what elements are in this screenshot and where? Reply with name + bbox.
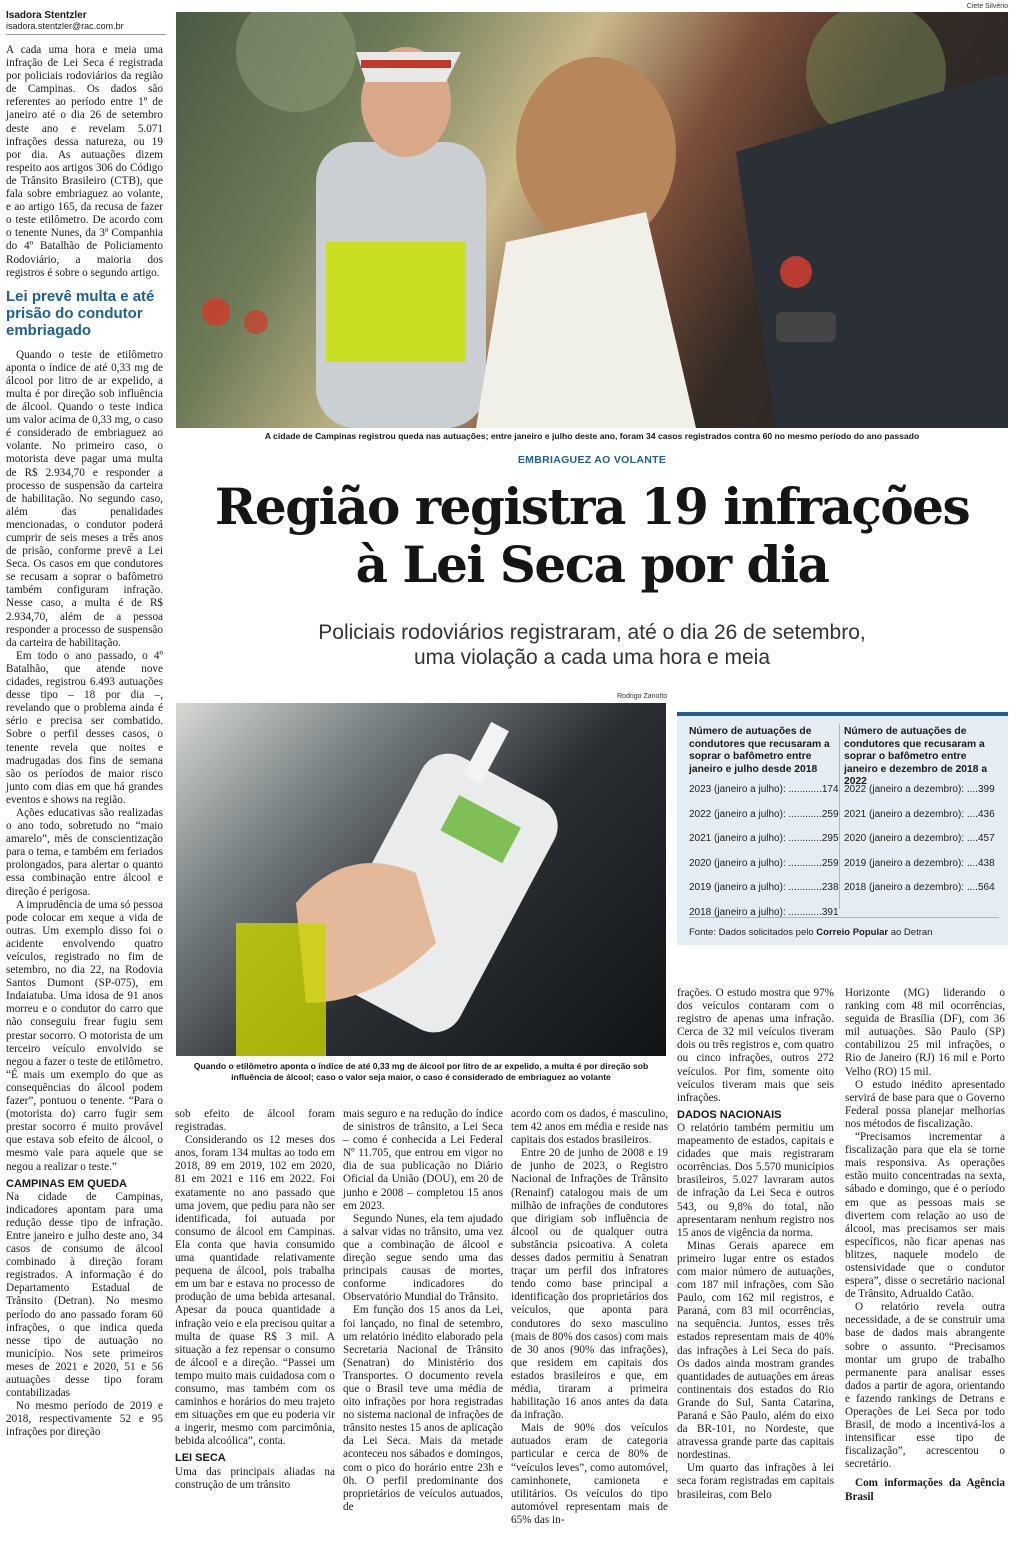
table-row: 2018 (janeiro a julho): ............391 <box>689 906 839 918</box>
table-row: 2022 (janeiro a dezembro): ....399 <box>844 784 995 795</box>
police-breathalyzer-photo <box>176 12 1008 428</box>
photo-credit-top: Ciete Silvério <box>966 3 1008 10</box>
column-2 <box>175 1108 335 1492</box>
photo2-caption: Quando o etilômetro aponta o índice de até 0,33 mg de álcool por litro de ar expelido, a multa é por direção sob influência de álcool; caso o valor seja maior, o caso é considerado de embriaguez ao volante <box>193 1061 649 1082</box>
panel-divider <box>839 724 840 909</box>
body-paragraph: O relatório revela outra necessidade, a de se construir uma base de dados mais abrangente sobre o assunto. “Precisamos montar um grupo de trabalho permanente para analisar esses dados a partir de agora, orientando e fazendo rankings de Detrans e Operações de Lei Seca por todo Brasil, de modo a incentivá-los a intensificar esse tipo de fiscalização”, acrescentou o secretário. <box>845 1301 1005 1471</box>
body-paragraph: No mesmo período de 2019 e 2018, respectivamente 52 e 95 infrações por direção <box>6 1400 163 1439</box>
body-paragraph: Em todo o ano passado, o 4º Batalhão, que atende nove cidades, registrou 6.493 autuações desse tipo – 18 por dia –, revelando que o problema ainda é sério e precisa ser combatido. Sobre o perfil desses casos, o tenente revela que noites e madrugadas dos fins de semana são os períodos de maior risco junto com dias em que há grandes eventos e shows na região. <box>6 649 163 806</box>
body-paragraph: “Precisamos incrementar a fiscalização para que ela se torne mais responsiva. As operações estão muito concentradas na sexta, sábado e domingo, que é o período em que as pessoas mais se divertem com relação ao uso de álcool, mas precisamos ser mais específicos, não ficar apenas nas blitzes, naquele modelo de ostensividade que o condutor espera”, disse o secretário nacional de Trânsito, Adrualdo Catão. <box>845 1131 1005 1301</box>
table-row: 2021 (janeiro a dezembro): ....436 <box>844 808 995 820</box>
table-source: Fonte: Dados solicitados pelo Correio Popular ao Detran <box>689 927 933 938</box>
column-4 <box>511 1108 668 1527</box>
table-row: 2019 (janeiro a julho): ............238 <box>689 882 839 893</box>
headline <box>176 478 1008 594</box>
right-table-heading: Número de autuações de condutores que recusaram a soprar o bafômetro entre janeiro e dezembro de 2018 a 2022 <box>844 726 988 787</box>
left-table-heading: Número de autuações de condutores que recusaram a soprar o bafômetro entre janeiro e julho desde 2018 <box>689 726 830 775</box>
body-paragraph: Considerando os 12 meses dos anos, foram 134 multas ao todo em 2018, 89 em 2019, 102 em 2020, 81 em 2021 e 116 em 2022. Foi exatamente no ano passado que uma jovem, que pediu para não ser identificada, foi autuada por consumo de álcool em Campinas. Ela conta que havia consumido uma quantidade relativamente pequena de álcool, pois trabalha em um bar e estava no processo de produção de uma bebida artesanal. Apesar da pouca quantidade a infração veio e ela precisou quitar a multa de quase R$ 3 mil. A situação a fez repensar o consumo de álcool e a direção. “Passei um tempo muito mais cuidadosa com o consumo, mas também com os caminhos e horários do meu trajeto em situações em que eu poderia vir a ingerir, mesmo com parcimônia, bebida alcoólica”, conta. <box>175 1134 335 1448</box>
column-3 <box>343 1108 503 1514</box>
deck-line-2: uma violação a cada uma hora e meia <box>413 646 771 669</box>
headline-line-2: à Lei Seca por dia <box>355 535 829 594</box>
body-paragraph: O relatório também permitiu um mapeamento de estados, capitais e cidades que mais registraram ocorrências. Dos 5.570 municípios brasileiros, 5.027 lavraram autos de infração da Lei Seca e outros 543, ou 9,8% do total, não apresentaram nenhum registro nos 15 anos de vigência da norma. <box>677 1121 834 1239</box>
byline-email[interactable]: isadora.stentzler@rac.com.br <box>6 21 124 31</box>
top-photo-caption: A cidade de Campinas registrou queda nas autuações; entre janeiro e julho deste ano, foram 34 casos registrados contra 60 no mesmo período do ano passado <box>264 431 920 441</box>
table-row: 2023 (janeiro a julho): ............174 <box>689 784 839 795</box>
table-row: 2020 (janeiro a julho): ............259 <box>689 857 839 869</box>
body-paragraph: acordo com os dados, é masculino, tem 42 anos em média e reside nas capitais dos estados brasileiros. <box>511 1108 668 1147</box>
body-paragraph: Mais de 90% dos veículos autuados eram de categoria particular e cerca de 80% de “veículos leves”, como automóvel, caminhonete, camioneta e utilitários. Os veículos do tipo automóvel representam mais de 65% das in- <box>511 1422 668 1526</box>
body-paragraph: Um quarto das infrações à lei seca foram registradas em capitais brasileiras, com Belo <box>677 1462 834 1501</box>
body-paragraph: Em função dos 15 anos da Lei, foi lançado, no final de setembro, um relatório inédito elaborado pela Secretaria Nacional de Trânsito (Senatran) do Ministério dos Transportes. O documento revela que o Brasil teve uma média de oito infrações por hora registradas no sistema nacional de infrações de trânsito nestes 15 anos de aplicação da Lei Seca. Mais da metade aconteceu nos sábados e domingos, com o pico do horário entre 23h e 0h. O perfil predominante dos proprietários de veículos autuados, de <box>343 1304 503 1513</box>
body-paragraph: Segundo Nunes, ela tem ajudado a salvar vidas no trânsito, uma vez que a combinação de álcool e direção segue sendo uma das principais causas de mortes, conforme indicadores do Observatório Mundial do Trânsito. <box>343 1212 503 1304</box>
table-row: 2021 (janeiro a julho): ............295 <box>689 833 839 844</box>
column-5 <box>677 987 834 1502</box>
table-row: 2018 (janeiro a dezembro): ....564 <box>844 882 995 893</box>
column-6 <box>845 987 1005 1504</box>
body-paragraph: Na cidade de Campinas, indicadores apontam para uma redução desse tipo de infração. Entre janeiro e julho deste ano, 34 casos de consumo de álcool combinado à direção foram registrados. A informação é do Departamento Estadual de Trânsito (Detran). No mesmo período do ano passado foram 60 infrações, o que indica queda nesse tipo de autuação no município. Nos sete primeiros meses de 2021 e 2020, 51 e 56 autuações desse tipo foram contabilizadas <box>6 1190 163 1400</box>
section-heading: DADOS NACIONAIS <box>677 1108 782 1121</box>
body-paragraph: Minas Gerais aparece em primeiro lugar entre os estados com maior número de autuações, com 187 mil infrações, com São Paulo, com 162 mil registros, e Paraná, com 83 mil ocorrências, na sequência. Juntos, esses três estados representam mais de 40% das infrações à Lei Seca do país. Os dados ainda mostram grandes quantidades de autuações em áreas continentais dos estados do Rio Grande do Sul, Santa Catarina, Paraná e São Paulo, além do eixo da BR-101, no Nordeste, que atravessa grande parte das capitais nordestinas. <box>677 1239 834 1462</box>
body-paragraph: frações. O estudo mostra que 97% dos veículos contaram com o registro de apenas uma infração. Cerca de 32 mil veículos tiveram dois ou três registros e, com quatro ou cinco infrações, outros 272 veículos. Por fim, somente oito veículos tiveram mais que seis infrações. <box>677 987 834 1104</box>
panel-bottom-rule <box>689 917 999 918</box>
body-paragraph: mais seguro e na redução do índice de sinistros de trânsito, a Lei Seca – como é conhecida a Lei Federal Nº 11.705, que entrou em vigor no dia de sua publicação no Diário Oficial da União (DOU), em 20 de junho e 2008 – completou 15 anos em 2023. <box>343 1108 503 1212</box>
left-column <box>6 44 163 1439</box>
table-row: 2019 (janeiro a dezembro): ....438 <box>844 857 995 869</box>
body-paragraph: Quando o teste de etilômetro aponta o índice de até 0,33 mg de álcool por litro de ar expelido, a multa é por direção sob influência de álcool. Quando o teste indica um valor acima de 0,33 mg, o caso é considerado de embriaguez ao volante. No primeiro caso, o motorista deve pagar uma multa de R$ 2.934,70 e responder a processo de suspensão da carteira de habilitação. No segundo caso, além das penalidades mencionadas, o condutor poderá cumprir de seis meses a três anos de prisão, conforme prevê a Lei Seca. Os casos em que condutores se recusam a soprar o bafômetro também configuram infração. Nesse caso, a multa é de R$ 2.934,70, além de a pessoa responder a processo de suspensão da carteira de habilitação. <box>6 348 163 649</box>
body-paragraph: Ações educativas são realizadas o ano todo, sobretudo no “maio amarelo”, mês de conscientização para o tema, e também em feriados prolongados, para alertar o quanto essa combinação entre álcool e direção é perigosa. <box>6 806 163 898</box>
signoff: Com informações da Agência Brasil <box>845 1477 1005 1503</box>
body-paragraph: A imprudência de uma só pessoa pode colocar em xeque a vida de outras. Um exemplo disso foi o acidente envolvendo quatro veículos, registrado no fim de setembro, no dia 22, na Rodovia Santos Dumont (SP-075), em Indaiatuba. Uma idosa de 91 anos morreu e o condutor do carro que não conseguiu frear fugiu sem prestar socorro. O motorista de um terceiro veículo envolvido se negou a fazer o teste de etilômetro. “É mais um exemplo do que as consequências do álcool podem fazer”, pontuou o tenente. “Para o (motorista do) carro fugir sem prestar socorro é muito provável que estava sob efeito de álcool, o mesmo vale para aquele que se negou a realizar o teste.” <box>6 898 163 1173</box>
section-heading: CAMPINAS EM QUEDA <box>6 1177 128 1190</box>
body-paragraph: sob efeito de álcool foram registradas. <box>175 1108 335 1134</box>
headline-line-1: Região registra 19 infrações <box>214 477 970 536</box>
byline <box>6 10 166 35</box>
section-heading: LEI SECA <box>175 1452 226 1465</box>
body-paragraph: Entre 20 de junho de 2008 e 19 de junho de 2023, o Registro Nacional de Infrações de Trânsito (Renainf) catalogou mais de um milhão de infrações de condutores que dirigiam sob influência de álcool ou de qualquer outra substância psicoativa. A coleta desses dados permitiu à Senatran traçar um perfil dos infratores tendo como base principal a identificação dos proprietários dos veículos, que aponta para condutores do sexo masculino (mais de 80% dos casos) com mais de 30 anos (90% das infrações), que residem em capitais dos estados brasileiros e que, em média, tiraram a primeira habilitação 16 anos antes da data da infração. <box>511 1147 668 1422</box>
table-row: 2022 (janeiro a julho): ............259 <box>689 808 839 820</box>
kicker: EMBRIAGUEZ AO VOLANTE <box>517 454 667 466</box>
breathalyzer-device-photo <box>176 703 666 1056</box>
photo-illustration <box>176 12 1008 428</box>
panel-top-rule <box>677 712 1008 716</box>
body-paragraph: Uma das principais aliadas na construção de um trânsito <box>175 1465 335 1491</box>
body-paragraph: Horizonte (MG) liderando o ranking com 48 mil ocorrências, seguida de Brasília (DF), com 36 mil autuações. São Paulo (SP) contabilizou 25 mil infrações, o Rio de Janeiro (RJ) 16 mil e Porto Velho (RO) 15 mil. <box>845 987 1005 1078</box>
body-paragraph: O estudo inédito apresentado servirá de base para que o Governo Federal possa planejar melhorias nos métodos de fiscalização. <box>845 1078 1005 1130</box>
data-panel <box>677 712 1008 945</box>
right-table-rows <box>844 784 1002 907</box>
left-table-rows <box>689 784 839 931</box>
byline-name: Isadora Stentzler <box>6 10 87 21</box>
device-illustration <box>176 703 666 1056</box>
intro-paragraph: A cada uma hora e meia uma infração de Lei Seca é registrada por policiais rodoviários da região de Campinas. Os dados são referentes ao período entre 1º de janeiro até o dia 26 de setembro deste ano e revelam 5.071 infrações dessa natureza, ou 19 por dia. As autuações dizem respeito aos artigos 306 do Código de Trânsito Brasileiro (CTB), que fala sobre embriaguez ao volante, e ao artigo 165, da recusa de fazer o teste etilômetro. De acordo com o tenente Nunes, da 3ª Companhia do 4º Batalhão de Policiamento Rodoviário, a maioria dos registros é sobre o segundo artigo. <box>6 44 163 279</box>
subhead: Lei prevê multa e até prisão do condutor embriagado <box>6 287 155 339</box>
deck-line-1: Policiais rodoviários registraram, até o dia 26 de setembro, <box>318 621 866 644</box>
photo2-credit: Rodrigo Zanotto <box>617 693 668 700</box>
table-row: 2020 (janeiro a dezembro): ....457 <box>844 833 995 844</box>
deck <box>176 620 1008 670</box>
